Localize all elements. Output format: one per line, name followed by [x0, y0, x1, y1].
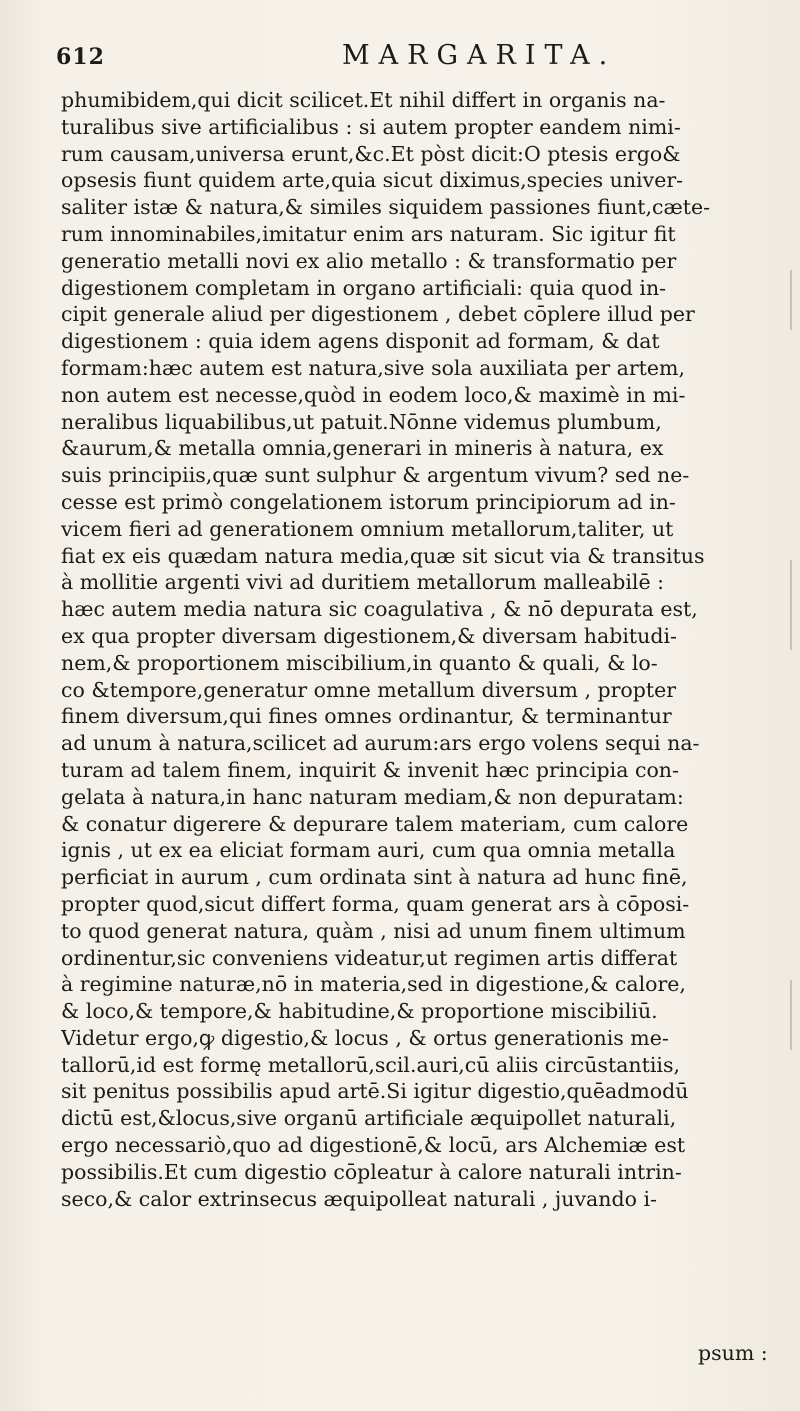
- text-line: ad unum à natura,scilicet ad aurum:ars ergo volens sequi na-: [61, 731, 700, 756]
- text-line: dictū est,&locus,sive organū artificiale æquipollet naturali,: [61, 1106, 677, 1131]
- text-line: perficiat in aurum , cum ordinata sint à natura ad hunc finē,: [61, 865, 688, 890]
- running-title: MARGARITA.: [342, 40, 617, 71]
- text-line: Videtur ergo,ꝙ digestio,& locus , & ortus generationis me-: [61, 1025, 669, 1050]
- text-line: cesse est primò congelationem istorum principiorum ad in-: [61, 489, 676, 514]
- text-line: opsesis fiunt quidem arte,quia sicut diximus,species univer-: [61, 168, 684, 193]
- text-line: turalibus sive artificialibus : si autem propter eandem nimi-: [61, 114, 681, 139]
- text-line: cipit generale aliud per digestionem , debet cōplere illud per: [61, 302, 695, 327]
- text-line: to quod generat natura, quàm , nisi ad unum finem ultimum: [61, 918, 686, 943]
- text-line: finem diversum,qui fines omnes ordinantur, & terminantur: [61, 704, 672, 729]
- text-line: digestionem : quia idem agens disponit ad formam, & dat: [61, 329, 660, 354]
- text-line: phumibidem,qui dicit scilicet.Et nihil differt in organis na-: [61, 88, 666, 112]
- text-line: ex qua propter diversam digestionem,& diversam habitudi-: [61, 623, 677, 648]
- text-line: ergo necessariò,quo ad digestionē,& locū, ars Alchemiæ est: [61, 1133, 686, 1158]
- text-line: ordinentur,sic conveniens videatur,ut regimen artis differat: [61, 945, 678, 970]
- text-line: nem,& proportionem miscibilium,in quanto & quali, & lo-: [61, 650, 658, 675]
- text-line: hæc autem media natura sic coagulativa , & nō depurata est,: [61, 597, 698, 622]
- text-line: &aurum,& metalla omnia,generari in mineris à natura, ex: [61, 436, 664, 461]
- text-line: propter quod,sicut differt forma, quam generat ars à cōposi-: [61, 891, 690, 916]
- page-edge-shadow: [790, 270, 792, 330]
- text-line: & conatur digerere & depurare talem materiam, cum calore: [61, 811, 689, 836]
- page-edge-shadow: [790, 980, 792, 1050]
- text-line: saliter istæ & natura,& similes siquidem passiones fiunt,cæte-: [61, 195, 711, 220]
- text-line: à mollitie argenti vivi ad duritiem metallorum malleabilē :: [61, 570, 664, 595]
- text-line: digestionem completam in organo artificiali: quia quod in-: [61, 275, 667, 300]
- text-line: generatio metalli novi ex alio metallo : & transformatio per: [61, 248, 677, 273]
- text-line: à regimine naturæ,nō in materia,sed in digestione,& calore,: [61, 972, 686, 997]
- text-line: fiat ex eis quædam natura media,quæ sit sicut via & transitus: [61, 543, 705, 568]
- text-line: seco,& calor extrinsecus æquipolleat naturali , juvando i-: [61, 1186, 657, 1211]
- page-edge-shadow: [790, 560, 792, 650]
- text-line: rum causam,universa erunt,&c.Et pòst dicit:O ptesis ergo&: [61, 141, 681, 166]
- page-number: 612: [56, 44, 105, 70]
- text-line: co &tempore,generatur omne metallum diversum , propter: [61, 677, 677, 702]
- text-line: sit penitus possibilis apud artē.Si igitur digestio,quēadmodū: [61, 1079, 689, 1104]
- text-line: & loco,& tempore,& habitudine,& proportione miscibiliū.: [61, 999, 658, 1024]
- text-line: neralibus liquabilibus,ut patuit.Nōnne videmus plumbum,: [61, 409, 662, 434]
- page-header: [56, 40, 756, 80]
- text-line: formam:hæc autem est natura,sive sola auxiliata per artem,: [61, 355, 685, 380]
- text-line: possibilis.Et cum digestio cōpleatur à calore naturali intrin-: [61, 1159, 682, 1184]
- catchword: psum :: [698, 1341, 768, 1365]
- text-line: suis principiis,quæ sunt sulphur & argentum vivum? sed ne-: [61, 463, 690, 488]
- text-line: turam ad talem finem, inquirit & invenit hæc principia con-: [61, 757, 679, 782]
- text-line: ignis , ut ex ea eliciat formam auri, cum qua omnia metalla: [61, 838, 676, 863]
- body-text: [61, 87, 761, 1212]
- text-line: non autem est necesse,quòd in eodem loco,& maximè in mi-: [61, 382, 686, 407]
- text-line: vicem fieri ad generationem omnium metallorum,taliter, ut: [61, 516, 674, 541]
- text-line: rum innominabiles,imitatur enim ars naturam. Sic igitur fit: [61, 221, 676, 246]
- text-line: tallorū,id est formę metallorū,scil.auri,cū aliis circūstantiis,: [61, 1052, 681, 1077]
- text-line: gelata à natura,in hanc naturam mediam,& non depuratam:: [61, 784, 684, 809]
